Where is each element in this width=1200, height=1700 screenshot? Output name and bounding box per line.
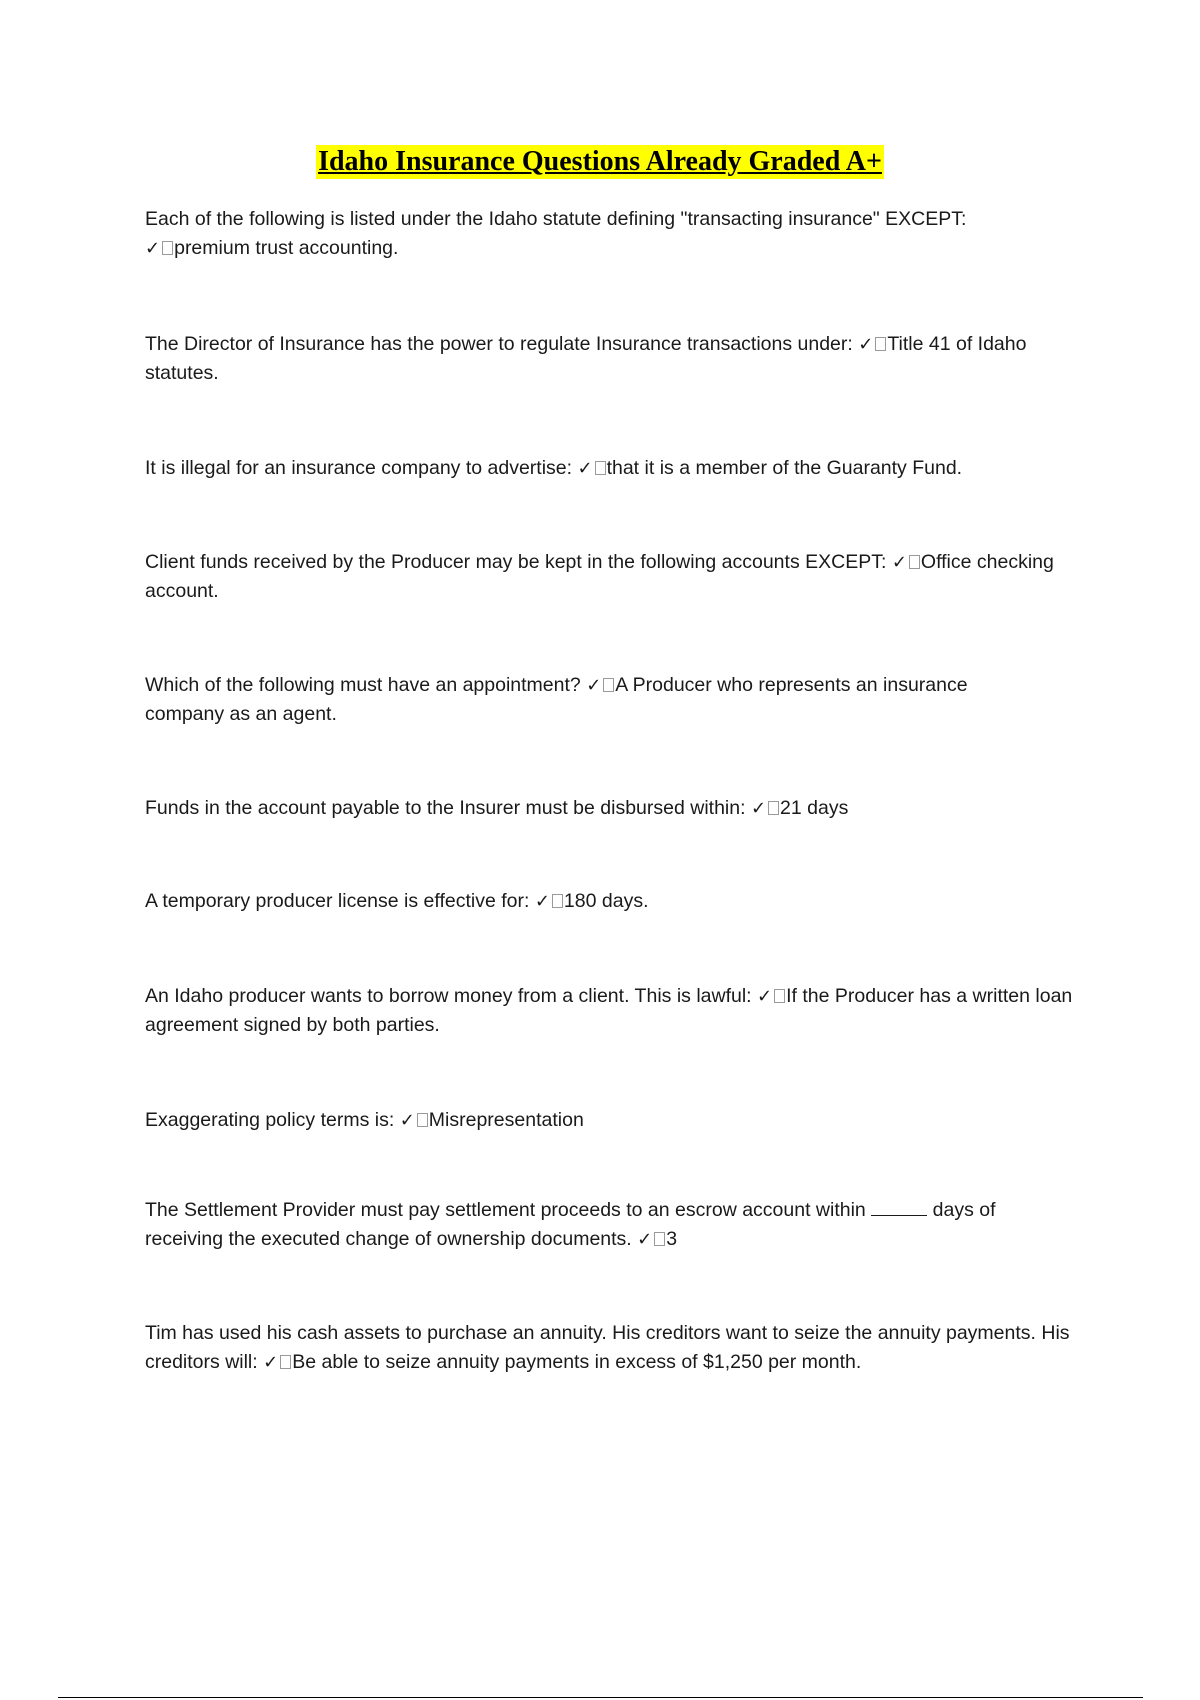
check-mark-icon: ✓: [637, 1229, 653, 1250]
answer-text: that it is a member of the Guaranty Fund.: [606, 457, 963, 479]
check-mark-icon: ✓: [757, 986, 773, 1007]
answer-text: 3: [666, 1228, 678, 1250]
answer-text: If the Producer has a written loan agreement signed by both parties.: [145, 985, 1073, 1036]
qa-item-10: [145, 1196, 1050, 1254]
answer-text: premium trust accounting.: [174, 237, 399, 259]
checkbox-icon: [768, 801, 779, 815]
question-text: It is illegal for an insurance company to advertise:: [145, 457, 573, 479]
question-text: Tim has used his cash assets to purchase an annuity. His creditors want to seize the annuity payments. His creditors will:: [145, 1322, 1070, 1373]
qa-item-4: [145, 548, 1090, 606]
answer-text: Office checking account.: [145, 551, 1054, 602]
qa-item-6: [145, 794, 1090, 823]
qa-item-9: [145, 1106, 1090, 1135]
question-text: Each of the following is listed under the Idaho statute defining "transacting insurance" EXCEPT:: [145, 208, 967, 230]
footer-rule: [58, 1697, 1143, 1698]
check-mark-icon: ✓: [399, 1110, 415, 1131]
checkbox-icon: [603, 678, 614, 692]
question-text: The Director of Insurance has the power to regulate Insurance transactions under:: [145, 333, 853, 355]
checkbox-icon: [552, 894, 563, 908]
check-mark-icon: ✓: [858, 334, 874, 355]
qa-item-1: [145, 205, 1025, 263]
question-text: An Idaho producer wants to borrow money from a client. This is lawful:: [145, 985, 752, 1007]
answer-text: 21 days: [780, 797, 849, 819]
qa-item-5: [145, 671, 1035, 729]
qa-item-11: [145, 1319, 1095, 1377]
checkbox-icon: [654, 1232, 665, 1246]
check-mark-icon: ✓: [577, 458, 593, 479]
check-mark-icon: ✓: [586, 675, 602, 696]
qa-item-2: [145, 330, 1090, 388]
check-mark-icon: ✓: [891, 552, 907, 573]
check-mark-icon: ✓: [263, 1352, 279, 1373]
title-container: [0, 145, 1200, 179]
answer-text: 180 days.: [563, 890, 649, 912]
qa-item-3: [145, 454, 1090, 483]
check-mark-icon: ✓: [750, 798, 767, 819]
qa-item-7: [145, 887, 1090, 916]
question-text: Which of the following must have an appointment?: [145, 674, 581, 696]
checkbox-icon: [595, 461, 606, 475]
answer-text: A Producer who represents an insurance company as an agent.: [145, 674, 968, 725]
fill-in-blank: [871, 1197, 927, 1216]
question-text-part2: days of receiving the executed change of ownership documents.: [145, 1199, 996, 1250]
checkbox-icon: [162, 241, 173, 255]
check-mark-icon: ✓: [534, 891, 550, 912]
checkbox-icon: [774, 989, 785, 1003]
question-text: Client funds received by the Producer may be kept in the following accounts EXCEPT:: [145, 551, 887, 573]
answer-text: Be able to seize annuity payments in excess of $1,250 per month.: [292, 1351, 862, 1373]
answer-text: Title 41 of Idaho statutes.: [145, 333, 1027, 384]
answer-text: Misrepresentation: [428, 1109, 584, 1131]
checkbox-icon: [909, 555, 920, 569]
question-text-part1: The Settlement Provider must pay settlement proceeds to an escrow account within: [145, 1199, 866, 1221]
question-text: A temporary producer license is effective for:: [145, 890, 530, 912]
document-title: Idaho Insurance Questions Already Graded A+: [318, 146, 882, 177]
qa-item-8: [145, 982, 1090, 1040]
checkbox-icon: [875, 337, 886, 351]
checkbox-icon: [417, 1113, 428, 1127]
question-text: Funds in the account payable to the Insurer must be disbursed within:: [145, 797, 746, 819]
check-mark-icon: ✓: [145, 238, 161, 259]
question-text: Exaggerating policy terms is:: [145, 1109, 395, 1131]
checkbox-icon: [280, 1355, 291, 1369]
